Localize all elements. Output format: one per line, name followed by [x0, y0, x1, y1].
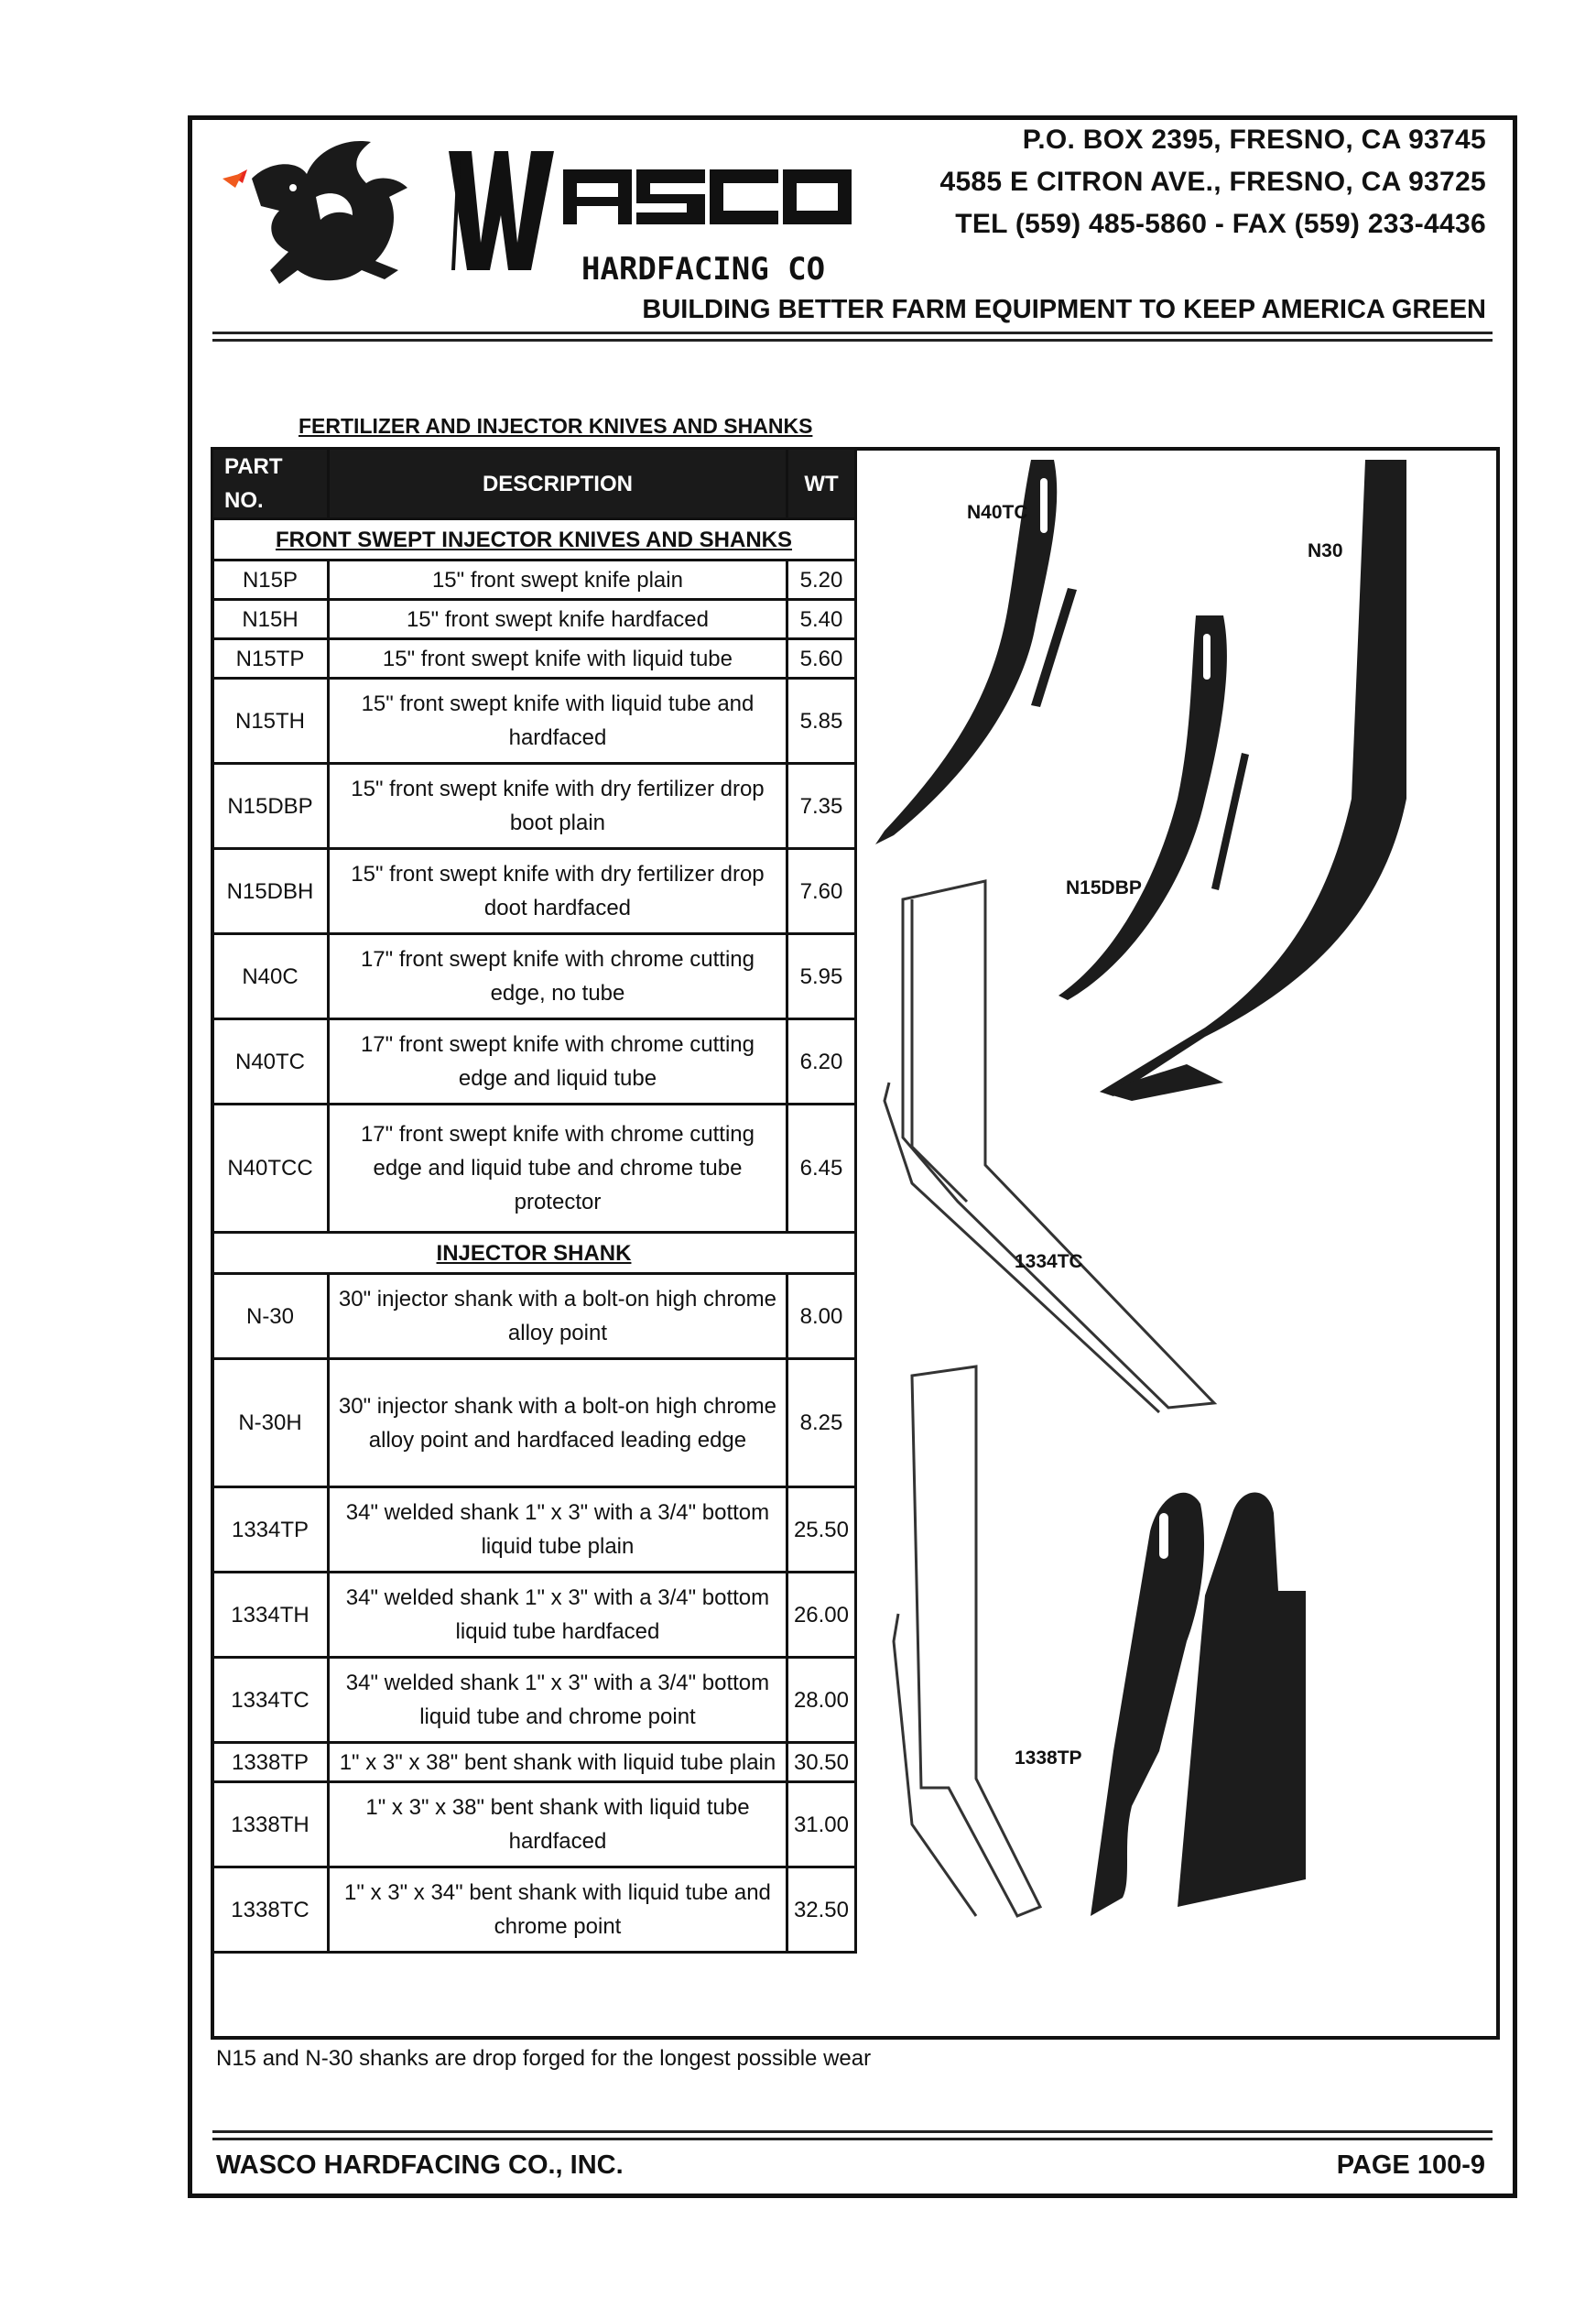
part-number-cell: 1334TH — [212, 1573, 329, 1658]
footer-company: WASCO HARDFACING CO., INC. — [216, 2150, 624, 2180]
description-cell: 17" front swept knife with chrome cutting edge and liquid tube and chrome tube protector — [329, 1105, 787, 1233]
n15dbp-knife-image — [1059, 615, 1249, 1000]
part-number-cell: N15TP — [212, 639, 329, 679]
weight-cell: 30.50 — [787, 1743, 855, 1782]
table-row — [212, 1359, 856, 1487]
section-title: FERTILIZER AND INJECTOR KNIVES AND SHANKS — [299, 414, 813, 438]
weight-cell: 6.20 — [787, 1019, 855, 1105]
weight-cell: 6.45 — [787, 1105, 855, 1233]
table-row — [212, 1867, 856, 1953]
footer-page-number: PAGE 100-9 — [1336, 2150, 1485, 2180]
header-rule — [212, 332, 1493, 334]
label-n30: N30 — [1308, 540, 1343, 561]
wasco-logo — [215, 133, 897, 293]
part-number-cell: 1334TP — [212, 1487, 329, 1573]
table-row — [212, 600, 856, 639]
table-row — [212, 1658, 856, 1743]
part-number-cell: N15DBH — [212, 849, 329, 934]
table-row — [212, 1105, 856, 1233]
description-cell: 1" x 3" x 34" bent shank with liquid tube and chrome point — [329, 1867, 787, 1953]
table-group-row — [212, 1233, 856, 1274]
part-number-cell: 1338TH — [212, 1782, 329, 1867]
description-cell: 34" welded shank 1" x 3" with a 3/4" bottom liquid tube plain — [329, 1487, 787, 1573]
phone-fax-line: TEL (559) 485-5860 - FAX (559) 233-4436 — [955, 209, 1486, 239]
description-cell: 17" front swept knife with chrome cutting edge and liquid tube — [329, 1019, 787, 1105]
weight-cell: 8.00 — [787, 1274, 855, 1359]
weight-cell: 5.60 — [787, 639, 855, 679]
table-row — [212, 1743, 856, 1782]
header-description: DESCRIPTION — [329, 449, 787, 519]
table-row — [212, 1487, 856, 1573]
part-number-cell: N40TCC — [212, 1105, 329, 1233]
description-cell: 15" front swept knife with liquid tube — [329, 639, 787, 679]
description-cell: 15" front swept knife with dry fertilizer drop boot plain — [329, 764, 787, 849]
n30-point-image — [1091, 1493, 1306, 1917]
description-cell: 1" x 3" x 38" bent shank with liquid tube hardfaced — [329, 1782, 787, 1867]
part-number-cell: N15DBP — [212, 764, 329, 849]
label-1338tp: 1338TP — [1015, 1747, 1082, 1769]
description-cell: 17" front swept knife with chrome cutting edge, no tube — [329, 934, 787, 1019]
product-illustrations — [857, 451, 1496, 2036]
t1338tp-shank-image — [894, 1366, 1040, 1916]
parts-table — [211, 447, 857, 1954]
weight-cell: 7.35 — [787, 764, 855, 849]
footer-rule-2 — [212, 2138, 1493, 2140]
weight-cell: 28.00 — [787, 1658, 855, 1743]
n30-shank-image — [1100, 460, 1406, 1101]
table-header-row — [212, 449, 856, 519]
weight-cell: 7.60 — [787, 849, 855, 934]
part-number-cell: N15TH — [212, 679, 329, 764]
table-group-row — [212, 519, 856, 561]
address-line-1: P.O. BOX 2395, FRESNO, CA 93745 — [1022, 125, 1486, 155]
part-number-cell: N40C — [212, 934, 329, 1019]
table-row — [212, 764, 856, 849]
description-cell: 15" front swept knife hardfaced — [329, 600, 787, 639]
tagline: BUILDING BETTER FARM EQUIPMENT TO KEEP AMERICA GREEN — [642, 295, 1486, 324]
label-1334tc: 1334TC — [1015, 1251, 1083, 1272]
table-row — [212, 849, 856, 934]
part-number-cell: 1334TC — [212, 1658, 329, 1743]
description-cell: 30" injector shank with a bolt-on high chrome alloy point and hardfaced leading edge — [329, 1359, 787, 1487]
part-number-cell: 1338TC — [212, 1867, 329, 1953]
header-part-no: PART NO. — [212, 449, 329, 519]
description-cell: 15" front swept knife plain — [329, 561, 787, 600]
address-line-2: 4585 E CITRON AVE., FRESNO, CA 93725 — [939, 167, 1486, 197]
t1334tc-shank-image — [885, 881, 1214, 1412]
weight-cell: 8.25 — [787, 1359, 855, 1487]
description-cell: 15" front swept knife with liquid tube and hardfaced — [329, 679, 787, 764]
label-n40tc: N40TC — [967, 502, 1028, 523]
table-row — [212, 1019, 856, 1105]
header-rule-2 — [212, 339, 1493, 342]
description-cell: 30" injector shank with a bolt-on high chrome alloy point — [329, 1274, 787, 1359]
dragon-icon — [223, 141, 407, 284]
part-number-cell: N-30 — [212, 1274, 329, 1359]
label-n15dbp: N15DBP — [1066, 877, 1142, 898]
weight-cell: 31.00 — [787, 1782, 855, 1867]
footer-rule — [212, 2130, 1493, 2133]
weight-cell: 5.20 — [787, 561, 855, 600]
group-title: INJECTOR SHANK — [212, 1233, 856, 1274]
table-row — [212, 1274, 856, 1359]
table-row — [212, 934, 856, 1019]
table-row — [212, 679, 856, 764]
weight-cell: 5.95 — [787, 934, 855, 1019]
weight-cell: 26.00 — [787, 1573, 855, 1658]
weight-cell: 5.85 — [787, 679, 855, 764]
table-row — [212, 1782, 856, 1867]
weight-cell: 25.50 — [787, 1487, 855, 1573]
table-row — [212, 1573, 856, 1658]
part-number-cell: N-30H — [212, 1359, 329, 1487]
description-cell: 34" welded shank 1" x 3" with a 3/4" bottom liquid tube and chrome point — [329, 1658, 787, 1743]
group-title: FRONT SWEPT INJECTOR KNIVES AND SHANKS — [212, 519, 856, 561]
description-cell: 1" x 3" x 38" bent shank with liquid tube plain — [329, 1743, 787, 1782]
weight-cell: 5.40 — [787, 600, 855, 639]
part-number-cell: 1338TP — [212, 1743, 329, 1782]
logo-sub-text: HARDFACING CO — [581, 251, 826, 288]
footnote: N15 and N-30 shanks are drop forged for the longest possible wear — [216, 2046, 872, 2071]
weight-cell: 32.50 — [787, 1867, 855, 1953]
description-cell: 15" front swept knife with dry fertilizer drop doot hardfaced — [329, 849, 787, 934]
part-number-cell: N15P — [212, 561, 329, 600]
header-weight: WT — [787, 449, 855, 519]
description-cell: 34" welded shank 1" x 3" with a 3/4" bottom liquid tube hardfaced — [329, 1573, 787, 1658]
part-number-cell: N40TC — [212, 1019, 329, 1105]
table-row — [212, 639, 856, 679]
table-row — [212, 561, 856, 600]
part-number-cell: N15H — [212, 600, 329, 639]
